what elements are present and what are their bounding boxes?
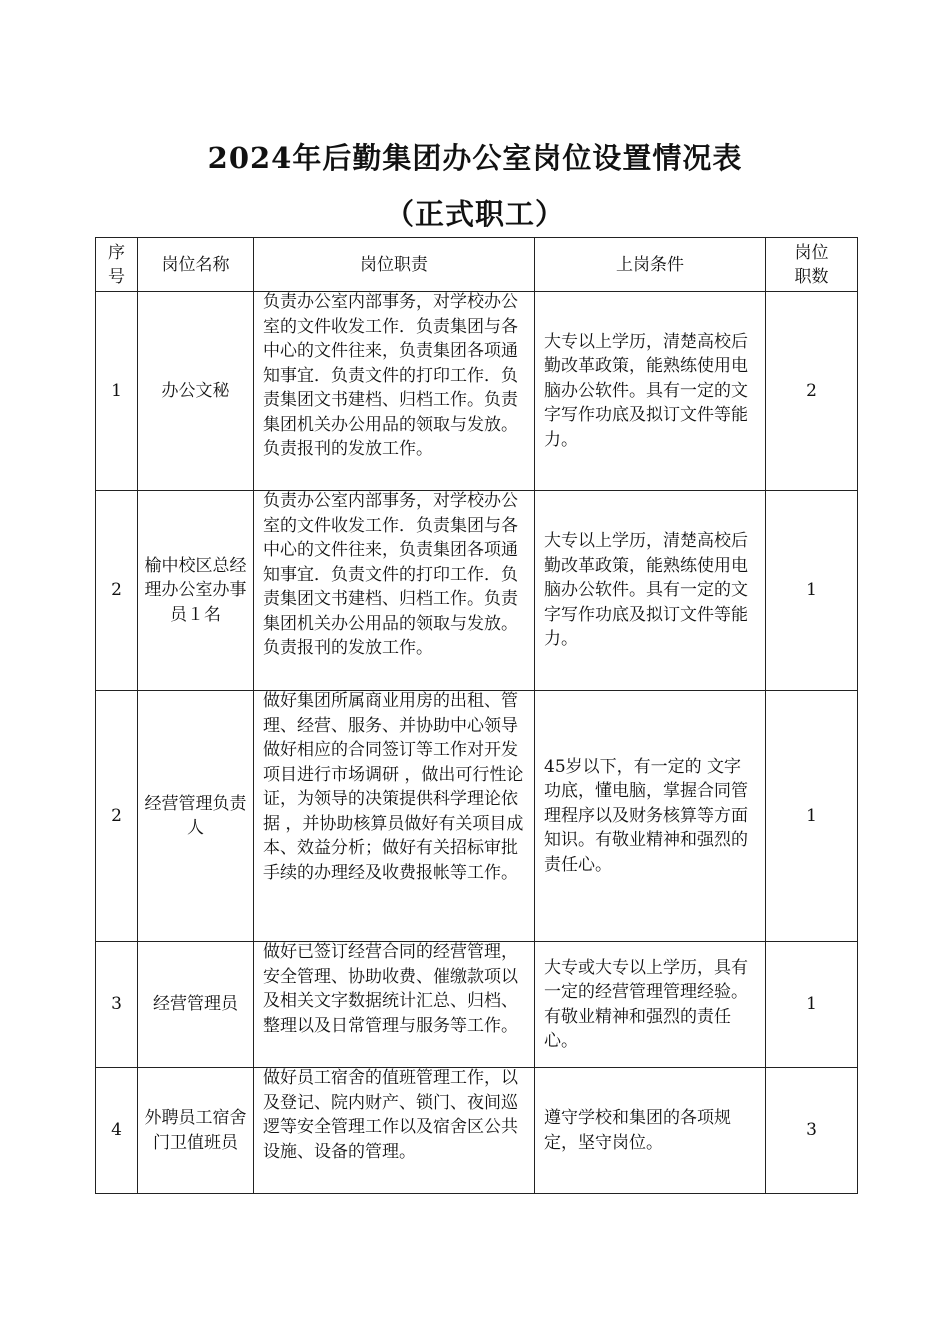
header-seq: 序号 (96, 238, 138, 292)
row-position-name: 办公文秘 (138, 292, 254, 491)
row-duty: 做好集团所属商业用房的出租、管理、经营、服务、并协助中心领导做好相应的合同签订等工作对开发项目进行市场调研 ，做出可行性论证，为领导的决策提供科学理论依据 ，并协助核算员做好有关项目成本、效益分析；做好有关招标审批手续的办理经及收费报帐等工作。 (254, 691, 535, 942)
row-seq: 1 (96, 292, 138, 491)
row-requirement: 大专或大专以上学历，具有一定的经营管理管理经验。有敬业精神和强烈的责任心。 (535, 942, 766, 1068)
header-duty: 岗位职责 (254, 238, 535, 292)
row-duty: 负责办公室内部事务，对学校办公室的文件收发工作．负责集团与各中心的文件往来，负责集团各项通知事宜．负责文件的打印工作．负责集团文书建档、归档工作。负责集团机关办公用品的领取与发放。负责报刊的发放工作。 (254, 292, 535, 491)
row-count: 1 (766, 942, 858, 1068)
row-duty: 负责办公室内部事务，对学校办公室的文件收发工作．负责集团与各中心的文件往来，负责集团各项通知事宜．负责文件的打印工作．负责集团文书建档、归档工作。负责集团机关办公用品的领取与发放。负责报刊的发放工作。 (254, 491, 535, 691)
row-requirement: 遵守学校和集团的各项规定，坚守岗位。 (535, 1068, 766, 1194)
table-row (96, 292, 858, 491)
positions-table (95, 237, 858, 1194)
table-header (96, 238, 858, 292)
row-position-name: 榆中校区总经理办公室办事员１名 (138, 491, 254, 691)
table-row (96, 691, 858, 942)
row-position-name: 经营管理员 (138, 942, 254, 1068)
row-count: 1 (766, 691, 858, 942)
row-seq: 3 (96, 942, 138, 1068)
row-position-name: 外聘员工宿舍门卫值班员 (138, 1068, 254, 1194)
header-req: 上岗条件 (535, 238, 766, 292)
page-subtitle: （正式职工） (384, 197, 565, 231)
row-requirement: 大专以上学历，清楚高校后勤改革政策，能熟练使用电脑办公软件。具有一定的文字写作功底及拟订文件等能力。 (535, 292, 766, 491)
row-seq: 2 (96, 491, 138, 691)
row-duty: 做好员工宿舍的值班管理工作，以及登记、院内财产、锁门、夜间巡逻等安全管理工作以及宿舍区公共设施、设备的管理。 (254, 1068, 535, 1194)
table-row (96, 942, 858, 1068)
header-row (96, 238, 858, 292)
row-count: 2 (766, 292, 858, 491)
row-count: 1 (766, 491, 858, 691)
header-name: 岗位名称 (138, 238, 254, 292)
row-seq: 4 (96, 1068, 138, 1194)
row-duty: 做好已签订经营合同的经营管理，安全管理、协助收费、催缴款项以及相关文字数据统计汇总、归档、整理以及日常管理与服务等工作。 (254, 942, 535, 1068)
table-row (96, 491, 858, 691)
row-count: 3 (766, 1068, 858, 1194)
row-seq: 2 (96, 691, 138, 942)
row-requirement: 45岁以下，有一定的 文字功底，懂电脑，掌握合同管理程序以及财务核算等方面知识。有敬业精神和强烈的责任心。 (535, 691, 766, 942)
page-title: 2024年后勤集团办公室岗位设置情况表 (207, 141, 743, 175)
table-row (96, 1068, 858, 1194)
row-requirement: 大专以上学历，清楚高校后勤改革政策，能熟练使用电脑办公软件。具有一定的文字写作功底及拟订文件等能力。 (535, 491, 766, 691)
header-count: 岗位职数 (766, 238, 858, 292)
row-position-name: 经营管理负责人 (138, 691, 254, 942)
